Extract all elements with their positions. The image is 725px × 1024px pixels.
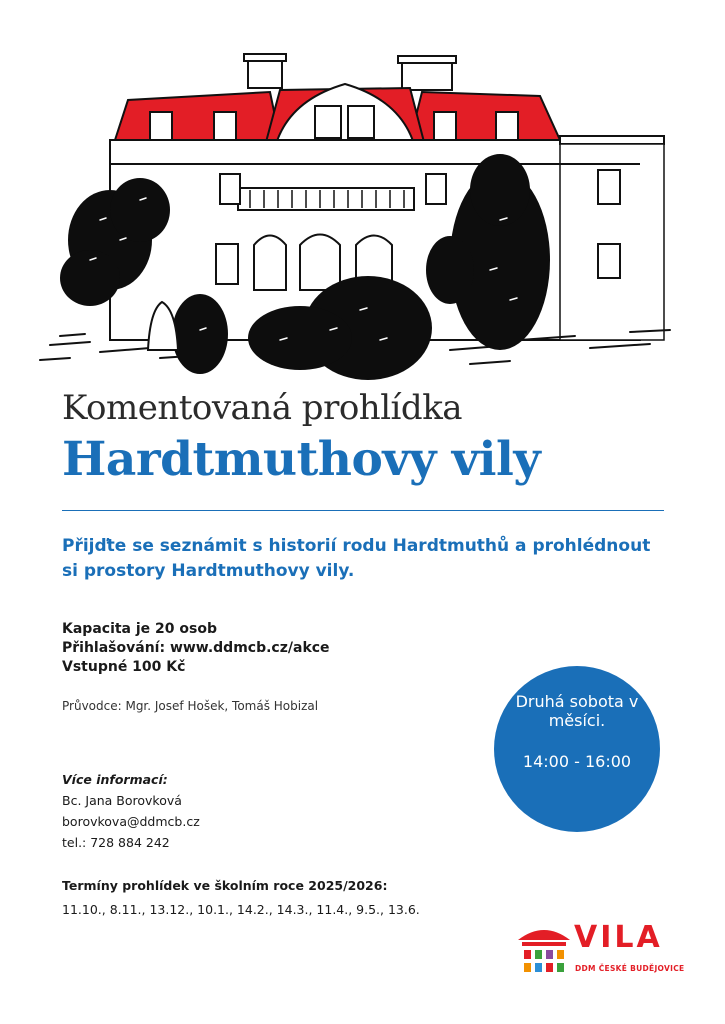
logo-word: VILA [574,920,663,955]
title-divider [62,510,664,511]
event-facts [62,620,330,677]
contact-email: borovkova@ddmcb.cz [62,814,200,829]
badge-time: 14:00 - 16:00 [522,752,632,771]
page-title-line2: Hardtmuthovy vily [62,432,541,487]
terms-heading: Termíny prohlídek ve školním roce 2025/2026: [62,878,388,893]
intro-text: Přijďte se seznámit s historií rodu Hardtmuthů a prohlédnout si prostory Hardtmuthovy vily. [62,536,651,581]
contact-info [62,769,200,853]
logo-subtitle: DDM ČESKÉ BUDĚJOVICE [575,964,685,973]
contact-phone: tel.: 728 884 242 [62,835,170,850]
contact-heading: Více informací: [62,772,168,787]
schedule-badge [494,666,660,832]
villa-illustration [30,40,680,380]
page-title-line1: Komentovaná prohlídka [62,388,463,428]
guides-text: Průvodce: Mgr. Josef Hošek, Tomáš Hobizal [62,699,319,713]
registration-text: Přihlašování: www.ddmcb.cz/akce [62,640,330,656]
terms-dates: 11.10., 8.11., 13.12., 10.1., 14.2., 14.3., 11.4., 9.5., 13.6. [62,902,420,917]
entry-fee-text: Vstupné 100 Kč [62,659,186,675]
badge-when: Druhá sobota v měsíci. [515,692,639,730]
contact-name: Bc. Jana Borovková [62,793,182,808]
capacity-text: Kapacita je 20 osob [62,621,217,637]
